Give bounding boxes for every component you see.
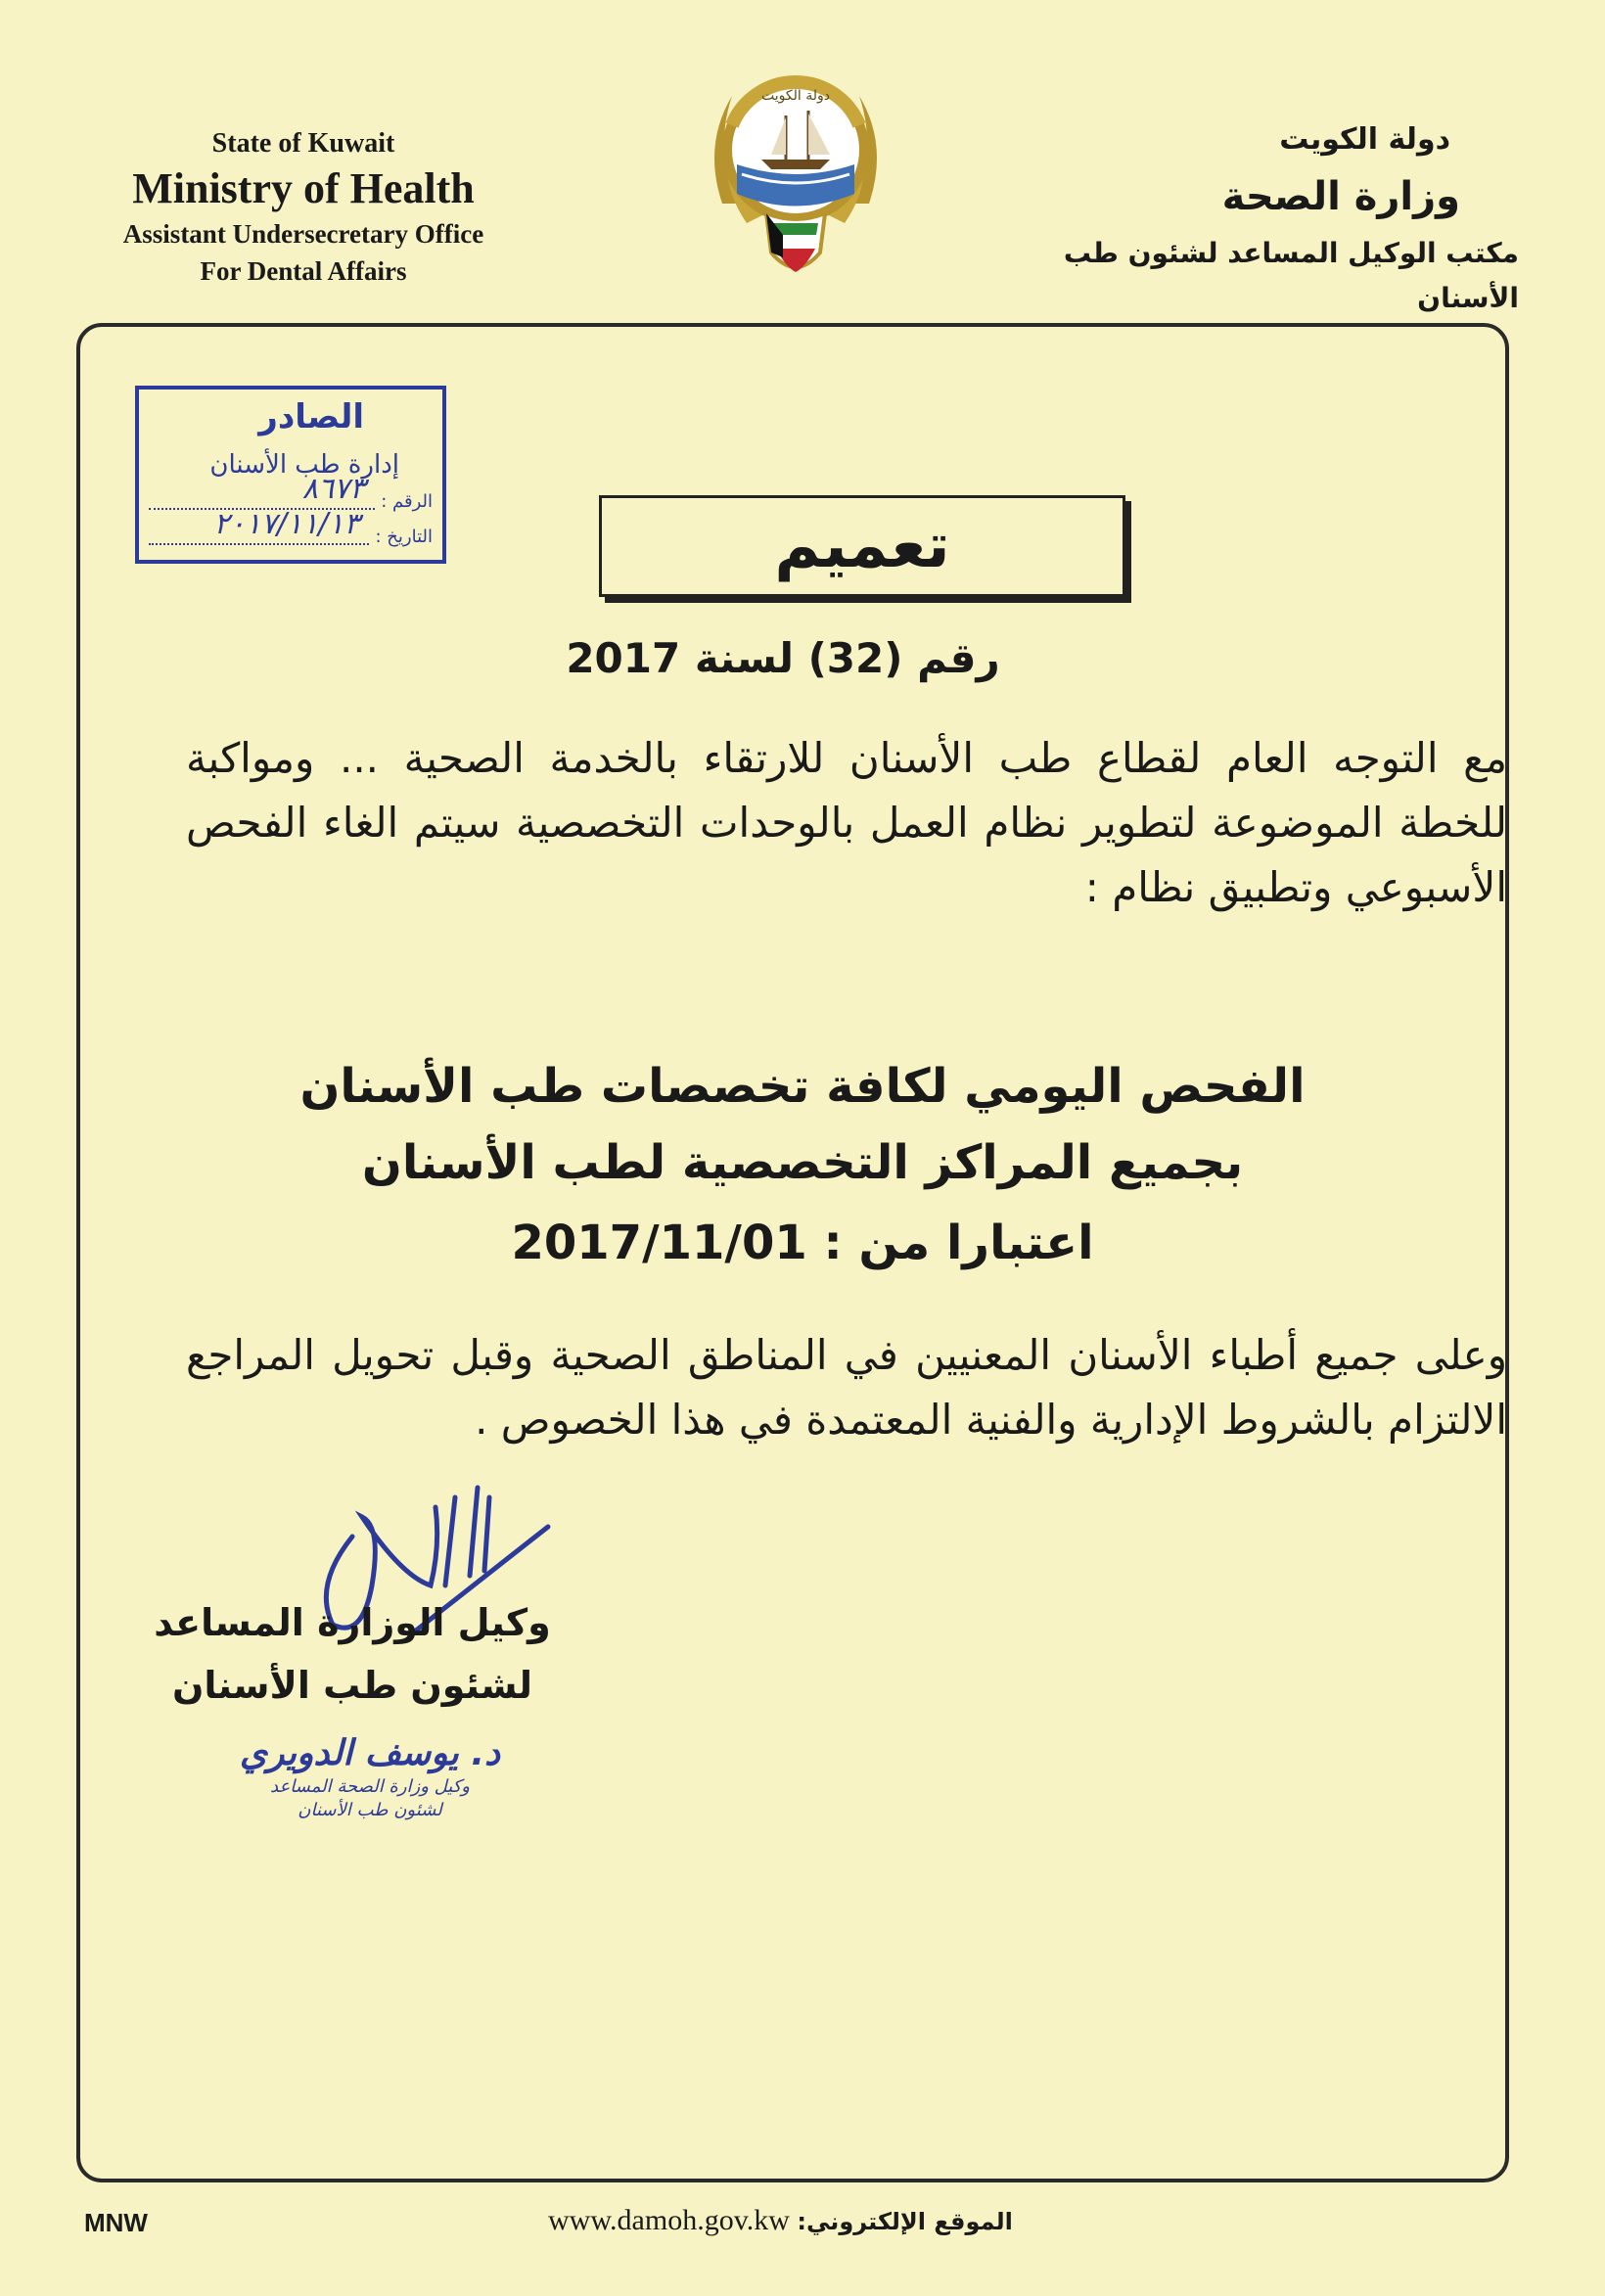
signer-title-line2: لشئون طب الأسنان <box>171 1664 533 1707</box>
signature-name-stamp <box>223 1732 517 1822</box>
stamp-date-value: ٢٠١٧/١١/١٣ <box>213 506 360 541</box>
effective-date-line: اعتبارا من : 2017/11/01 <box>511 1216 1094 1270</box>
signature-stamp-title1: وكيل وزارة الصحة المساعد <box>270 1776 470 1797</box>
stamp-number-value: ٨٦٧٣ <box>301 471 366 506</box>
footer-website <box>548 2204 1013 2237</box>
signature-stamp-title2: لشئون طب الأسنان <box>298 1800 442 1820</box>
letterhead-english <box>59 125 548 290</box>
website-url: www.damoh.gov.kw <box>548 2204 790 2236</box>
office-name-en: Assistant Undersecretary Office <box>122 219 484 249</box>
stamp-date-row <box>149 506 433 547</box>
office-name-ar: مكتب الوكيل المساعد لشئون طب الأسنان <box>1063 237 1519 314</box>
website-label: الموقع الإلكتروني: <box>797 2208 1013 2235</box>
signer-block <box>147 1591 558 1717</box>
body-paragraph-1: مع التوجه العام لقطاع طب الأسنان للارتقاء بالخدمة الصحية ... ومواكبة للخطة الموضوعة لتطوير نظام العمل بالوحدات التخصصية سيتم الغاء الفحص الأسبوعي وتطبيق نظام : <box>186 734 1507 911</box>
ministry-name-ar: وزارة الصحة <box>1221 174 1460 219</box>
document-title: تعميم <box>774 510 950 582</box>
letterhead-arabic <box>990 117 1519 321</box>
highlight-line-1: الفحص اليومي لكافة تخصصات طب الأسنان <box>299 1059 1306 1114</box>
highlight-line-2: بجميع المراكز التخصصية لطب الأسنان <box>361 1135 1244 1190</box>
office-affairs-en: For Dental Affairs <box>200 256 407 286</box>
document-title-box <box>599 495 1125 597</box>
footer-code: MNW <box>84 2208 148 2237</box>
circular-reference: رقم (32) لسنة 2017 <box>566 634 1000 682</box>
state-name-ar: دولة الكويت <box>1279 122 1450 157</box>
ministry-name-en: Ministry of Health <box>132 164 475 212</box>
stamp-title: الصادر <box>258 397 364 436</box>
body-paragraph-2: وعلى جميع أطباء الأسنان المعنيين في المناطق الصحية وقبل تحويل المراجع الالتزام بالشروط الإدارية والفنية المعتمدة في هذا الخصوص . <box>186 1331 1507 1444</box>
stamp-date-label: التاريخ : <box>375 527 433 547</box>
state-name-en: State of Kuwait <box>211 128 395 159</box>
stamp-number-label: الرقم : <box>381 491 433 512</box>
kuwait-emblem-icon <box>693 57 898 292</box>
emblem-text: دولة الكويت <box>761 88 830 104</box>
signature-stamp-name: د. يوسف الدويري <box>239 1733 501 1773</box>
stamp-department: إدارة طب الأسنان <box>209 450 399 480</box>
outgoing-stamp <box>135 386 446 564</box>
signer-title-line1: وكيل الوزارة المساعد <box>154 1601 551 1644</box>
